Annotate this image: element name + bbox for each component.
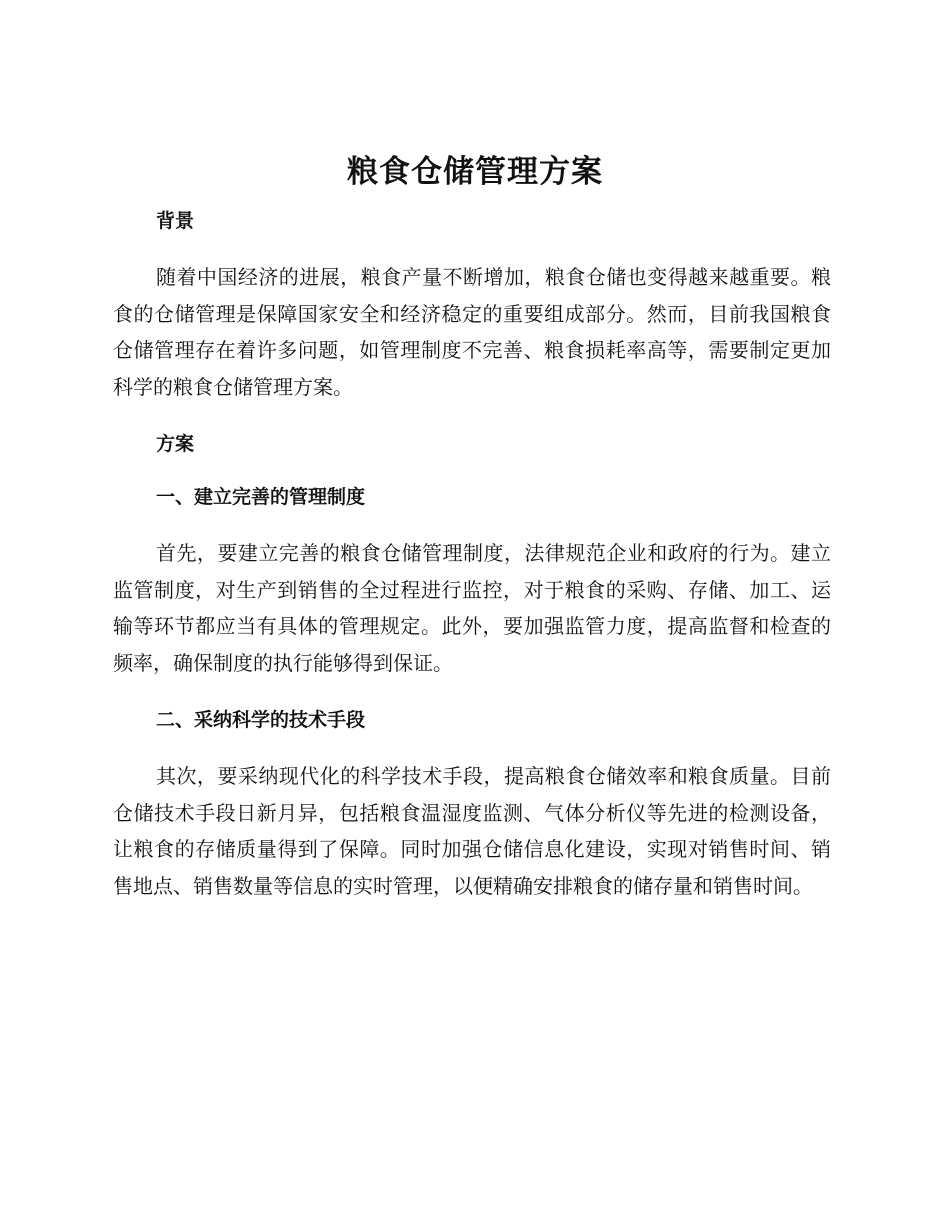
heading-plan: 方案: [156, 433, 195, 455]
paragraph-background: 随着中国经济的进展，粮食产量不断增加，粮食仓储也变得越来越重要。粮食的仓储管理是保障国家安全和经济稳定的重要组成部分。然而，目前我国粮食仓储管理存在着许多问题，如管理制度不完善、粮食损耗率高等，需要制定更加科学的粮食仓储管理方案。: [113, 265, 831, 399]
document-body: [113, 198, 831, 904]
paragraph-section-1: 首先，要建立完善的粮食仓储管理制度，法律规范企业和政府的行为。建立监管制度，对生产到销售的全过程进行监控，对于粮食的采购、存储、加工、运输等环节都应当有具体的管理规定。此外，要加强监管力度，提高监督和检查的频率，确保制度的执行能够得到保证。: [113, 541, 831, 675]
heading-section-2: 二、采纳科学的技术手段: [156, 709, 366, 731]
document-title: 粮食仓储管理方案: [347, 154, 603, 190]
paragraph-section-2: 其次，要采纳现代化的科学技术手段，提高粮食仓储效率和粮食质量。目前仓储技术手段日新月异，包括粮食温湿度监测、气体分析仪等先进的检测设备，让粮食的存储质量得到了保障。同时加强仓储信息化建设，实现对销售时间、销售地点、销售数量等信息的实时管理，以便精确安排粮食的储存量和销售时间。: [113, 764, 831, 898]
heading-background: 背景: [156, 210, 195, 232]
heading-section-1: 一、建立完善的管理制度: [156, 486, 366, 508]
